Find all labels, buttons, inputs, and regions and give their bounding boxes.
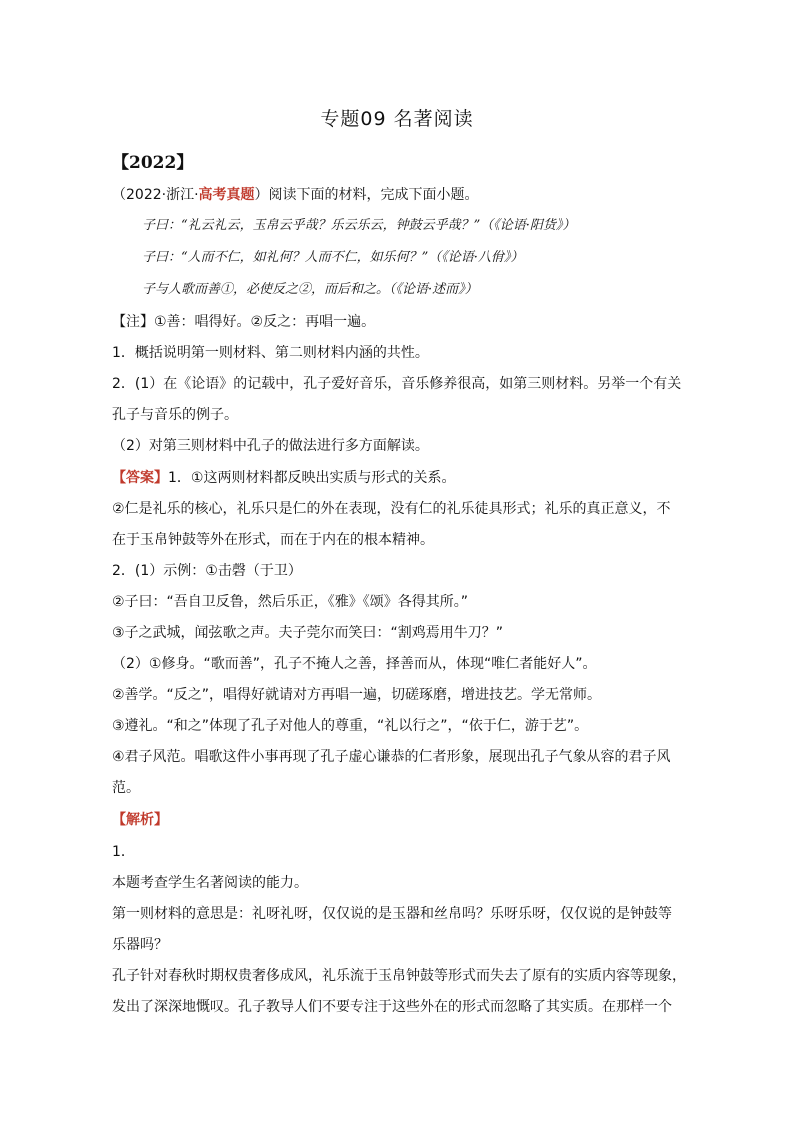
answer-line: ③子之武城，闻弦歌之声。夫子莞尔而笑曰：“割鸡焉用牛刀？” [112, 625, 504, 641]
question-item-2-cont: 孔子与音乐的例子。 [112, 407, 238, 423]
page-title: 专题09 名著阅读 [320, 108, 474, 130]
source-tag: 高考真题 [198, 187, 255, 203]
analysis-line: 发出了深深地慨叹。孔子教导人们不要专注于这些外在的形式而忽略了其实质。在那样一个 [112, 999, 672, 1015]
question-source-line [112, 185, 692, 205]
question-item-2b: （2）对第三则材料中孔子的做法进行多方面解读。 [112, 438, 429, 454]
note-line: 【注】①善：唱得好。②反之：再唱一遍。 [112, 314, 376, 330]
answer-line: ④君子风范。唱歌这件小事再现了孔子虚心谦恭的仁者形象，展现出孔子气象从容的君子风 [112, 749, 671, 765]
analysis-line: 1． [112, 844, 135, 860]
material-1: 子曰：“礼云礼云，玉帛云乎哉？乐云乐云，钟鼓云乎哉？”（《论语·阳货》） [142, 218, 576, 233]
source-suffix: ）阅读下面的材料，完成下面小题。 [254, 187, 479, 203]
answer-line: ③遵礼。“和之”体现了孔子对他人的尊重，“礼以行之”，“依于仁，游于艺”。 [112, 718, 589, 734]
answer-line: 范。 [112, 780, 140, 796]
question-item-2: 2．(1）在《论语》的记载中，孔子爱好音乐，音乐修养很高，如第三则材料。另举一个有关 [112, 376, 682, 392]
analysis-label: 【解析】 [112, 812, 168, 828]
question-item-1: 1．概括说明第一则材料、第二则材料内涵的共性。 [112, 345, 429, 361]
answer-line: ②善学。“反之”，唱得好就请对方再唱一遍，切磋琢磨，增进技艺。学无常师。 [112, 687, 602, 703]
answer-line-1: 1．①这两则材料都反映出实质与形式的关系。 [168, 470, 456, 486]
answer-line: ②子曰：“吾自卫反鲁，然后乐正，《雅》《颂》各得其所。” [112, 594, 469, 610]
material-2: 子曰：“人而不仁，如礼何？人而不仁，如乐何？”（《论语·八佾》） [142, 250, 524, 265]
analysis-line: 乐器吗？ [112, 937, 168, 953]
material-3: 子与人歌而善①，必使反之②，而后和之。（《论语·述而》） [142, 282, 478, 297]
answer-first-line [112, 468, 692, 488]
answer-line: 在于玉帛钟鼓等外在形式，而在于内在的根本精神。 [112, 532, 434, 548]
answer-line: 2．(1）示例：①击磬（于卫） [112, 563, 302, 579]
analysis-line: 第一则材料的意思是：礼呀礼呀，仅仅说的是玉器和丝帛吗？乐呀乐呀，仅仅说的是钟鼓等 [112, 906, 672, 922]
answer-label: 【答案】 [112, 470, 168, 486]
analysis-line: 本题考查学生名著阅读的能力。 [112, 875, 308, 891]
year-heading: 【2022】 [112, 153, 194, 173]
answer-line: ②仁是礼乐的核心，礼乐只是仁的外在表现，没有仁的礼乐徒具形式；礼乐的真正意义，不 [112, 501, 671, 517]
answer-line: （2）①修身。“歌而善”，孔子不掩人之善，择善而从，体现“唯仁者能好人”。 [112, 656, 597, 672]
analysis-line: 孔子针对春秋时期权贵奢侈成风，礼乐流于玉帛钟鼓等形式而失去了原有的实质内容等现象， [112, 968, 686, 984]
source-prefix: （2022·浙江· [112, 187, 199, 203]
